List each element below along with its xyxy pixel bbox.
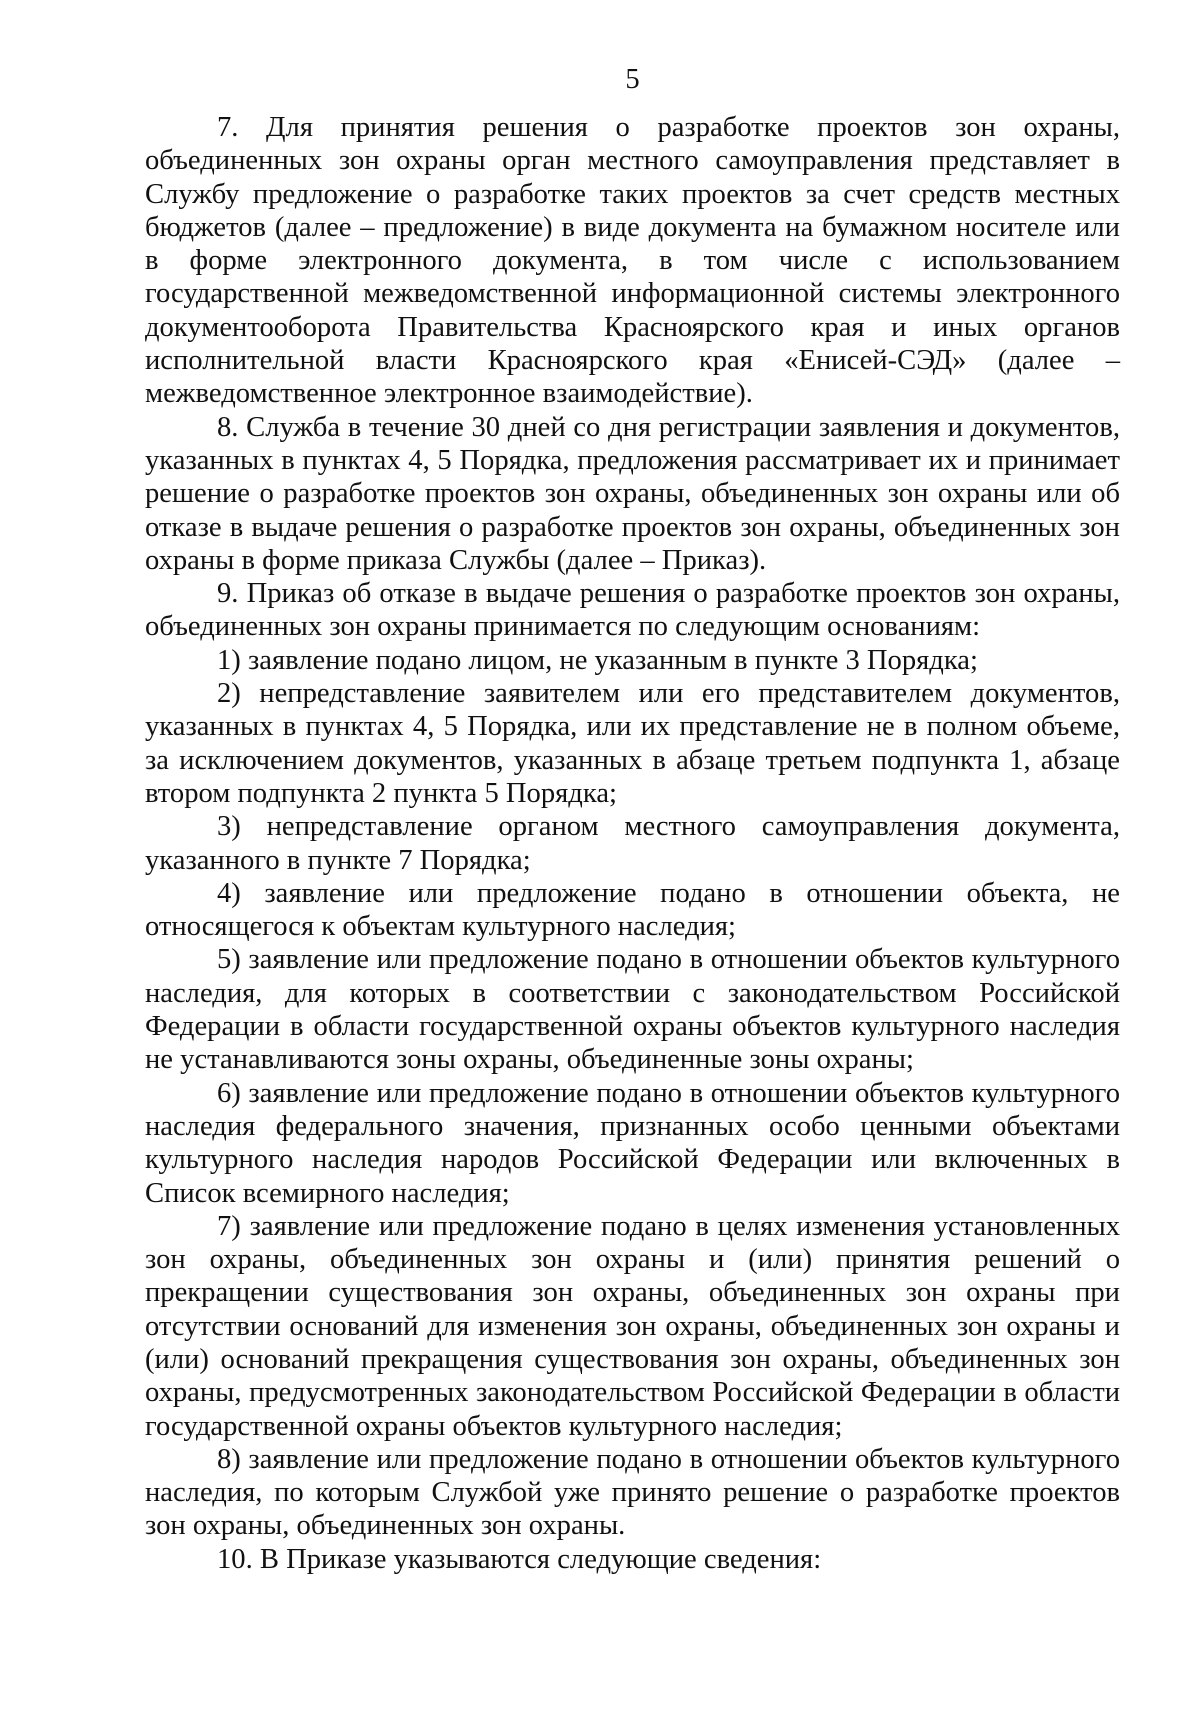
paragraph-7: 7. Для принятия решения о разработке проектов зон охраны, объединенных зон охраны орган местного самоуправления представляет в Службу предложение о разработке таких проектов за счет средств местных бюджетов (далее – предложение) в виде документа на бумажном носителе или в форме электронного документа, в том числе с использованием государственной межведомственной информационной системы электронного документооборота Правительства Красноярского края и иных органов исполнительной власти Красноярского края «Енисей-СЭД» (далее – межведомственное электронное взаимодействие). — [145, 112, 1120, 410]
paragraph-9-item-2: 2) непредставление заявителем или его представителем документов, указанных в пунктах 4, 5 Порядка, или их представление не в полном объеме, за исключением документов, указанных в абзаце третьем подпункта 1, абзаце втором подпункта 2 пункта 5 Порядка; — [145, 678, 1120, 809]
paragraph-9: 9. Приказ об отказе в выдаче решения о разработке проектов зон охраны, объединенных зон охраны принимается по следующим основаниям: — [145, 578, 1120, 643]
paragraph-9-item-4: 4) заявление или предложение подано в отношении объекта, не относящегося к объектам культурного наследия; — [145, 877, 1120, 943]
page-number: 5 — [625, 64, 640, 95]
paragraph-9-item-3: 3) непредставление органом местного самоуправления документа, указанного в пункте 7 Порядка; — [145, 811, 1120, 876]
paragraph-9-item-6: 6) заявление или предложение подано в отношении объектов культурного наследия федерального значения, признанных особо ценными объектами культурного наследия народов Российской Федерации или включенных в Список всемирного наследия; — [145, 1077, 1120, 1209]
paragraph-9-item-5: 5) заявление или предложение подано в отношении объектов культурного наследия, для которых в соответствии с законодательством Российской Федерации в области государственной охраны объектов культурного наследия не устанавливаются зоны охраны, объединенные зоны охраны; — [145, 944, 1120, 1076]
paragraph-10: 10. В Приказе указываются следующие сведения: — [217, 1543, 822, 1575]
paragraph-9-item-7: 7) заявление или предложение подано в целях изменения установленных зон охраны, объединенных зон охраны и (или) принятия решений о прекращении существования зон охраны, объединенных зон охраны при отсутствии оснований для изменения зон охраны, объединенных зон охраны и (или) оснований прекращения существования зон охраны, объединенных зон охраны, предусмотренных законодательством Российской Федерации в области государственной охраны объектов культурного наследия; — [145, 1210, 1120, 1442]
paragraph-9-item-1: 1) заявление подано лицом, не указанным в пункте 3 Порядка; — [217, 644, 978, 676]
paragraph-8: 8. Служба в течение 30 дней со дня регистрации заявления и документов, указанных в пунктах 4, 5 Порядка, предложения рассматривает их и принимает решение о разработке проектов зон охраны, объединенных зон охраны или об отказе в выдаче решения о разработке проектов зон охраны, объединенных зон охраны в форме приказа Службы (далее – Приказ). — [145, 411, 1120, 576]
paragraph-9-item-8: 8) заявление или предложение подано в отношении объектов культурного наследия, по которым Службой уже принято решение о разработке проектов зон охраны, объединенных зон охраны. — [145, 1443, 1120, 1542]
document-page — [145, 65, 1120, 1576]
